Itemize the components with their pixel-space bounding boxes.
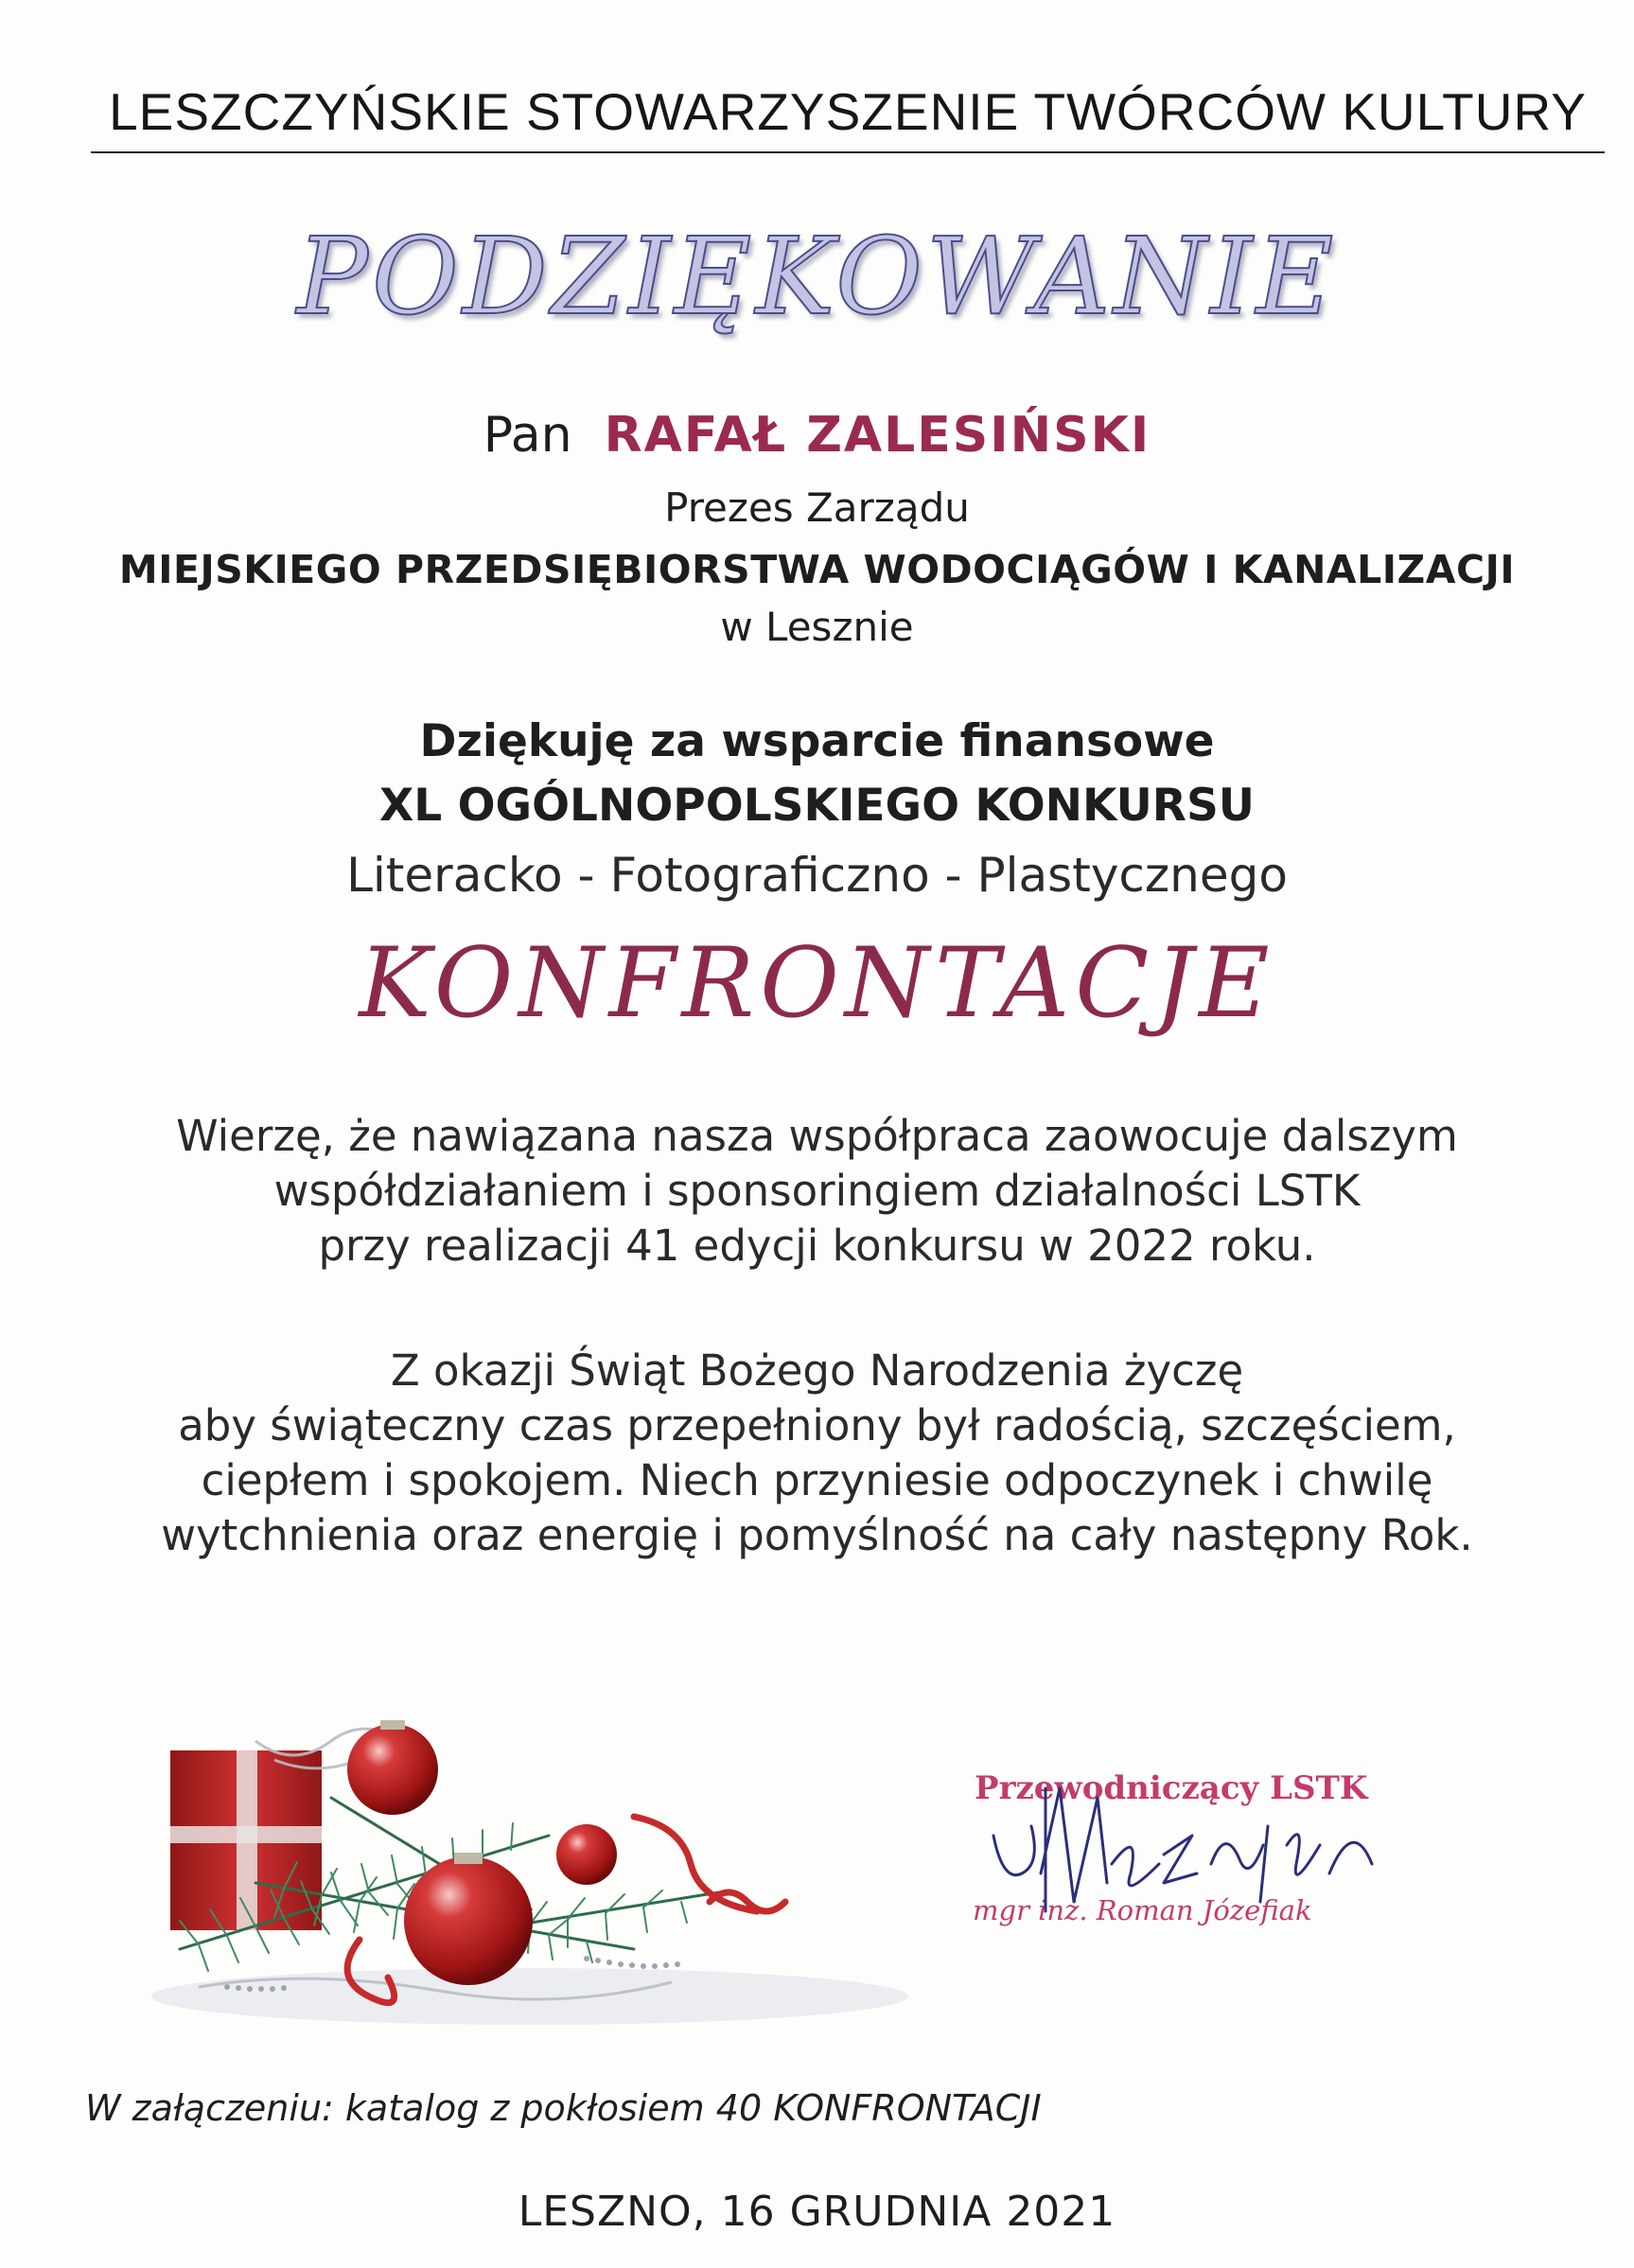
organization-name: LESZCZYŃSKIE STOWARZYSZENIE TWÓRCÓW KULTURY (109, 82, 1587, 141)
recipient-line (0, 407, 1634, 464)
christmas-wishes-paragraph (95, 1344, 1539, 1563)
contest-type: Literacko - Fotograficzno - Plastycznego (346, 848, 1288, 903)
contest-title: KONFRONTACJE (359, 927, 1275, 1040)
christmas-ornaments-illustration (142, 1713, 918, 2025)
paragraph-line: wytchnienia oraz energię i pomyślność na cały następny Rok. (161, 1510, 1473, 1560)
enclosure-note: W załączeniu: katalog z pokłosiem 40 KONFRONTACJI (85, 2087, 1042, 2129)
paragraph-line: ciepłem i spokojem. Niech przyniesie odpoczynek i chwilę (201, 1455, 1433, 1505)
cooperation-paragraph (95, 1109, 1539, 1274)
signature-role: Przewodniczący LSTK (975, 1769, 1368, 1807)
handwritten-signature (956, 1732, 1448, 1949)
paragraph-line: współdziałaniem i sponsoringiem działalności LSTK (273, 1166, 1361, 1216)
paragraph-line: przy realizacji 41 edycji konkursu w 2022 roku. (318, 1221, 1316, 1271)
paragraph-line: Z okazji Świąt Bożego Narodzenia życzę (390, 1345, 1244, 1396)
recipient-company: MIEJSKIEGO PRZEDSIĘBIORSTWA WODOCIĄGÓW I KANALIZACJI (118, 547, 1516, 592)
paragraph-line: aby świąteczny czas przepełniony był radością, szczęściem, (178, 1400, 1456, 1450)
place-and-date: LESZNO, 16 GRUDNIA 2021 (518, 2188, 1116, 2236)
signature-name: mgr inż. Roman Józefiak (973, 1894, 1312, 1926)
contest-name: XL OGÓLNOPOLSKIEGO KONKURSU (379, 780, 1255, 832)
thanks-line: Dziękuję za wsparcie finansowe (419, 715, 1215, 767)
recipient-honorific: Pan (483, 407, 572, 464)
document-title: PODZIĘKOWANIE (296, 216, 1338, 339)
recipient-city: w Lesznie (720, 604, 914, 650)
signature-block (956, 1732, 1448, 1949)
recipient-name: RAFAŁ ZALESIŃSKI (604, 407, 1151, 464)
recipient-position: Prezes Zarządu (664, 484, 970, 531)
organization-header (91, 81, 1605, 153)
paragraph-line: Wierzę, że nawiązana nasza współpraca zaowocuje dalszym (176, 1111, 1458, 1161)
